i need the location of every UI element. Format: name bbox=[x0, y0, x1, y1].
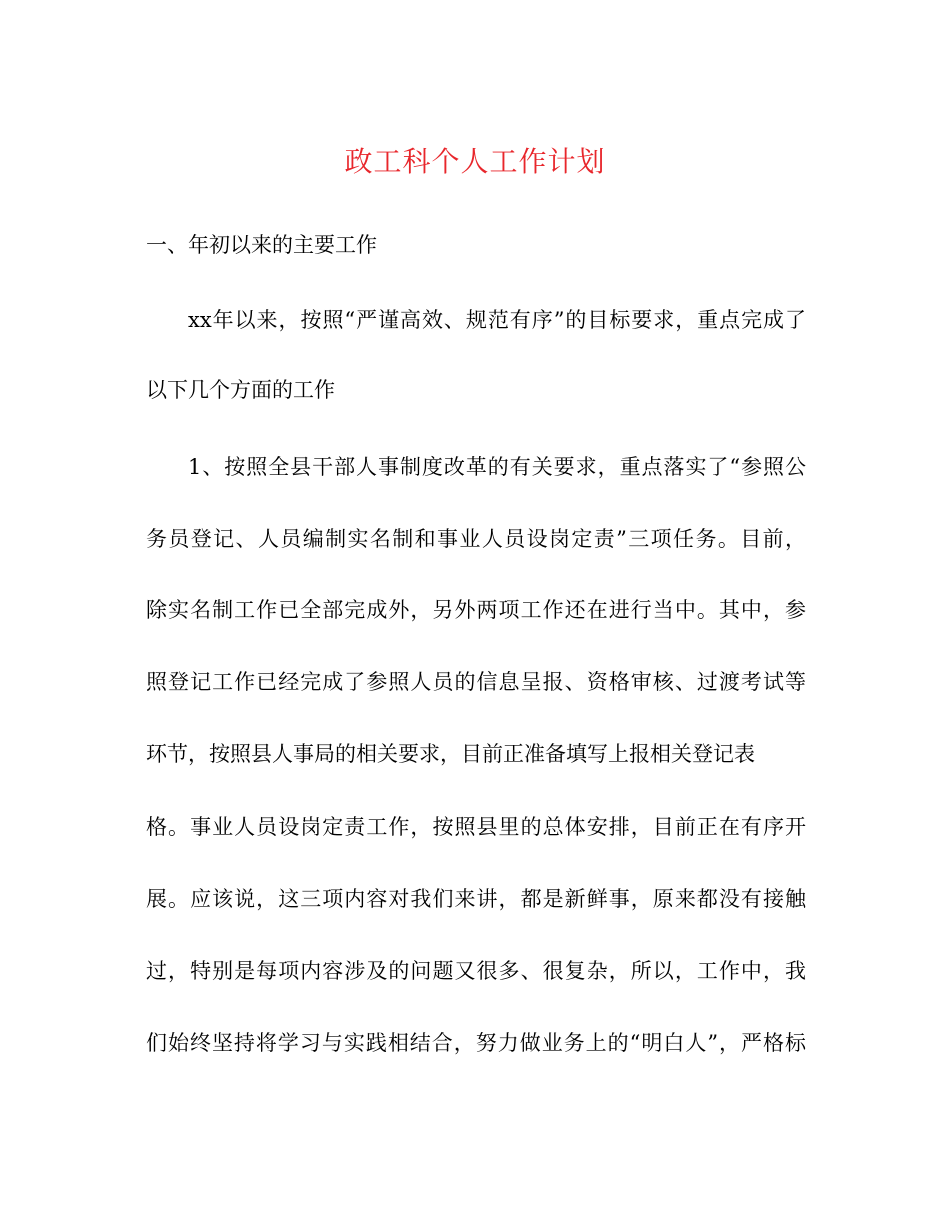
paragraph-line: 除实名制工作已全部完成外，另外两项工作还在进行当中。其中，参 bbox=[146, 598, 806, 622]
paragraph-line: 展。应该说，这三项内容对我们来讲，都是新鲜事，原来都没有接触 bbox=[146, 887, 806, 911]
paragraph-line: 格。事业人员设岗定责工作，按照县里的总体安排，目前正在有序开 bbox=[146, 815, 806, 839]
paragraph-line: 照登记工作已经完成了参照人员的信息呈报、资格审核、过渡考试等 bbox=[146, 670, 806, 694]
paragraph-line: xx年以来，按照“严谨高效、规范有序”的目标要求，重点完成了 bbox=[188, 308, 806, 332]
paragraph-line: 以下几个方面的工作 bbox=[146, 378, 335, 402]
section-heading: 一、年初以来的主要工作 bbox=[146, 233, 377, 257]
paragraph-line: 过，特别是每项内容涉及的问题又很多、很复杂，所以，工作中，我 bbox=[146, 959, 806, 983]
document-title: 政工科个人工作计划 bbox=[344, 145, 606, 178]
paragraph-line: 1、按照全县干部人事制度改革的有关要求，重点落实了“参照公 bbox=[188, 455, 806, 479]
paragraph-line: 们始终坚持将学习与实践相结合，努力做业务上的“明白人”，严格标 bbox=[146, 1031, 806, 1055]
paragraph-line: 环节，按照县人事局的相关要求，目前正准备填写上报相关登记表 bbox=[146, 742, 755, 766]
paragraph-line: 务员登记、人员编制实名制和事业人员设岗定责”三项任务。目前， bbox=[146, 527, 806, 551]
